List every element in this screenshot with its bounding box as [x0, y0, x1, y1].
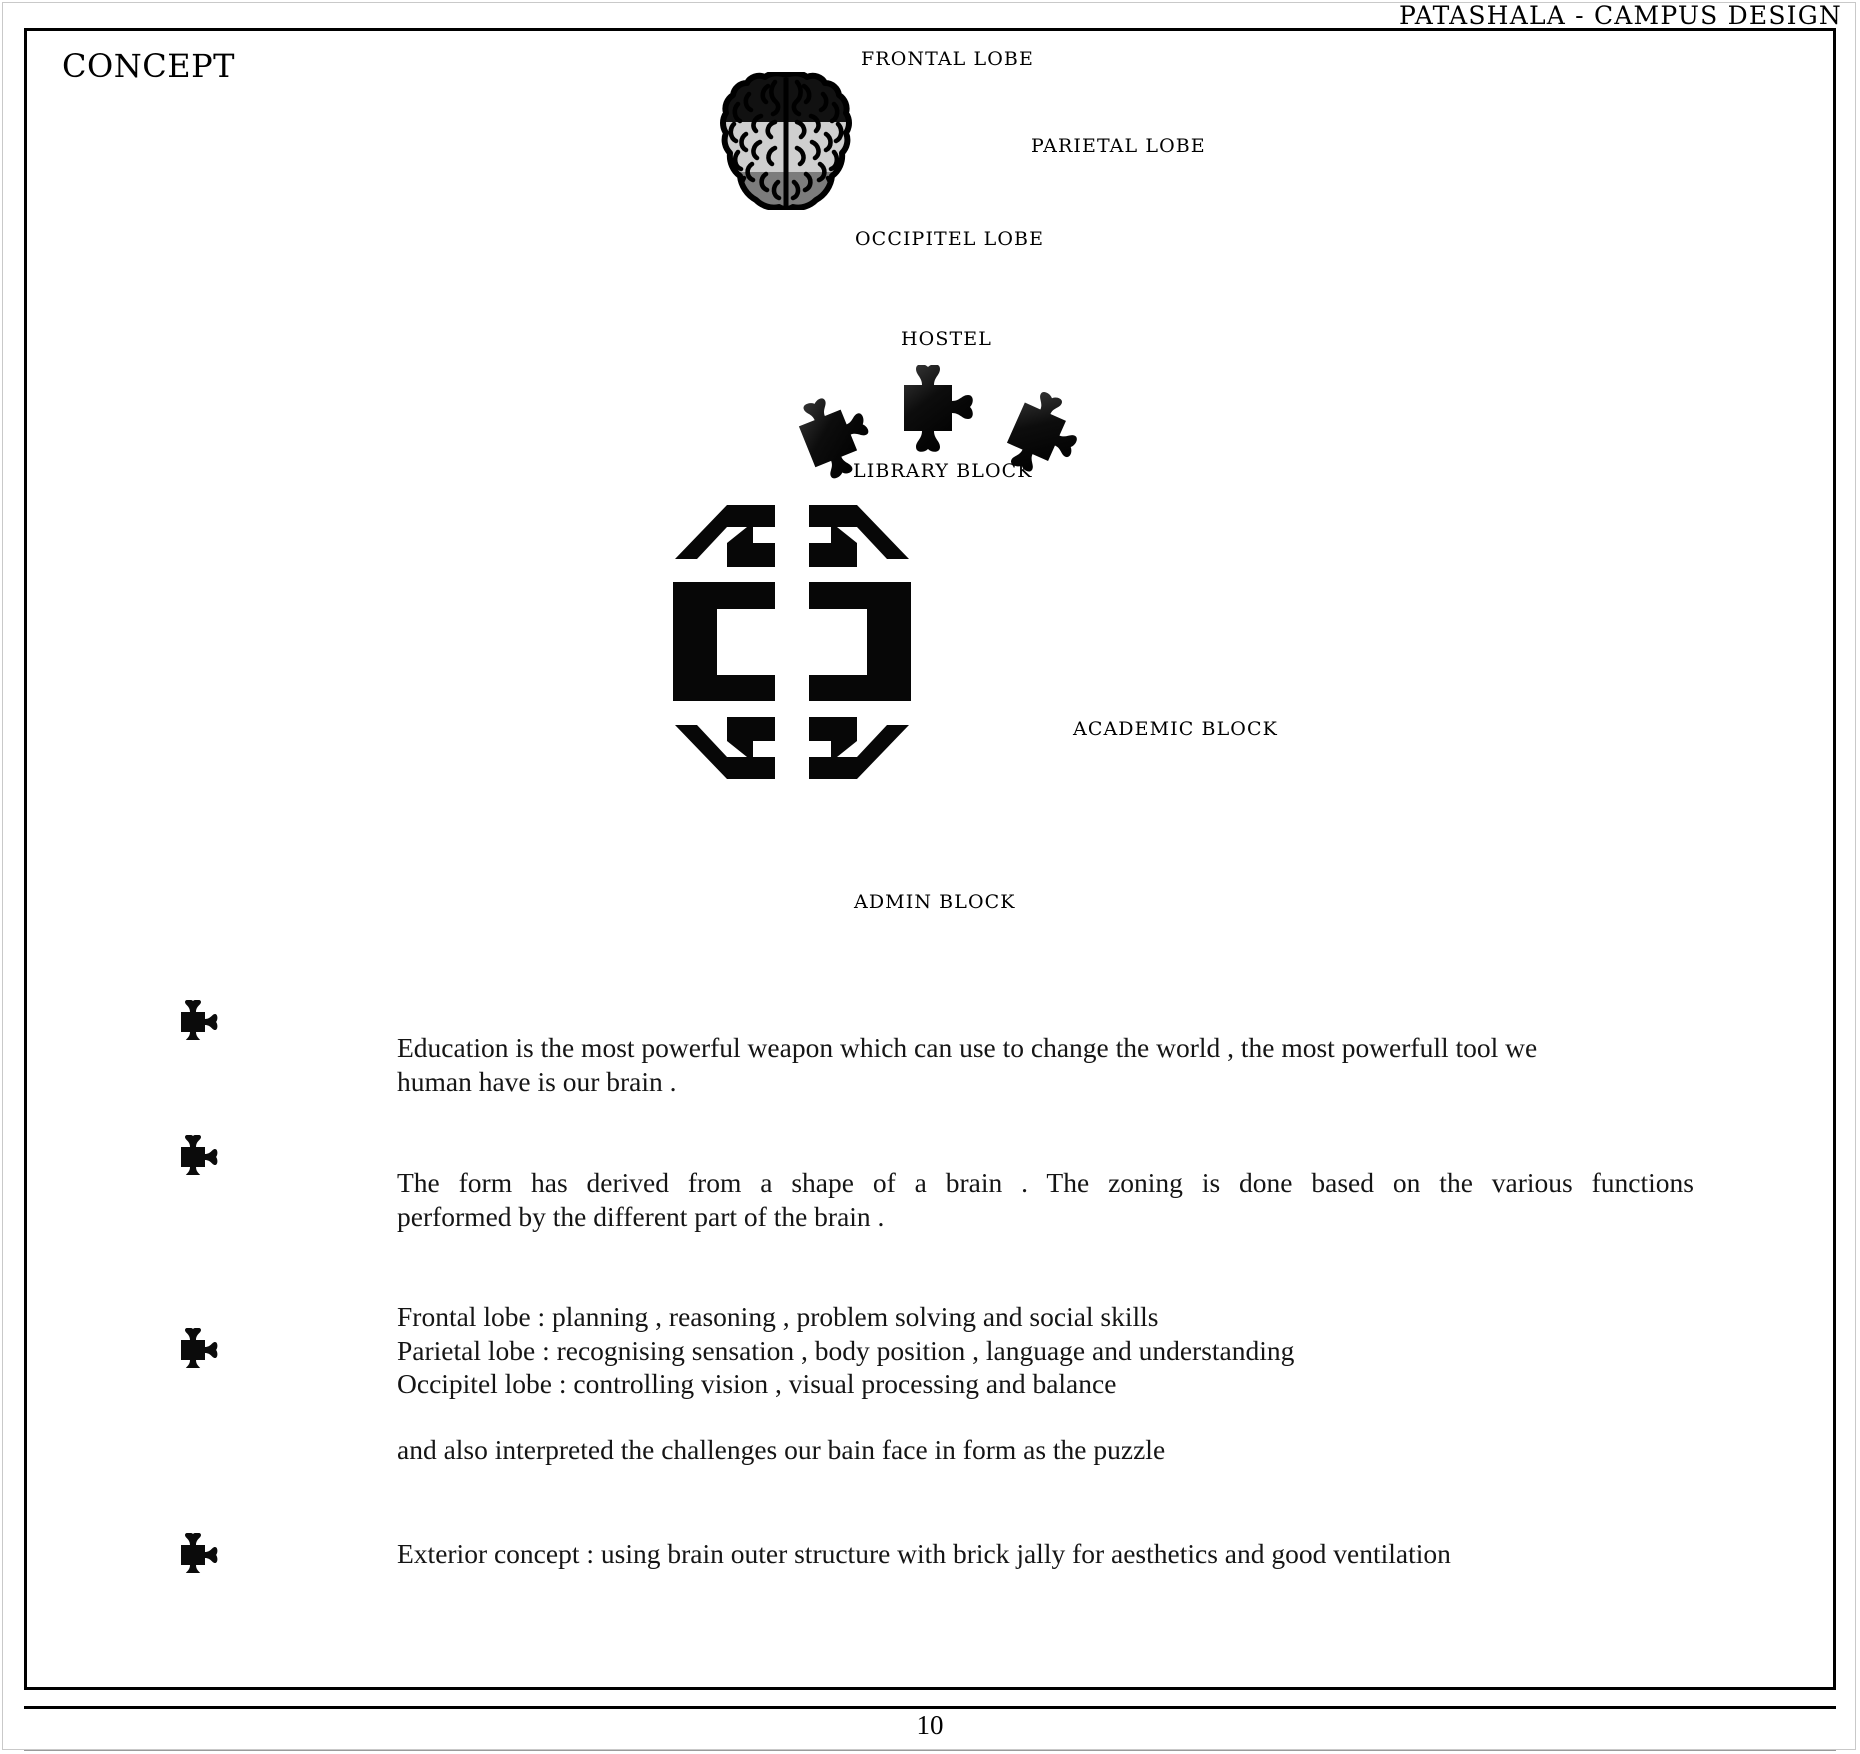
note-line: human have is our brain . [397, 1065, 677, 1097]
label-academic-block: ACADEMIC BLOCK [1073, 718, 1278, 740]
note-text [397, 1300, 1717, 1401]
puzzle-piece-icon [176, 1135, 220, 1175]
note-line: Parietal lobe : recognising sensation , body position , language and understanding [397, 1334, 1295, 1366]
note-text [397, 1166, 1694, 1233]
puzzle-bullet-icon [176, 1000, 220, 1040]
brain-form-plan-icon [667, 487, 917, 797]
campus-zoning-form [667, 487, 902, 745]
label-occipital-lobe: OCCIPITEL LOBE [855, 228, 1045, 250]
puzzle-piece-hostel [886, 365, 988, 453]
puzzle-piece-icon [176, 1328, 220, 1368]
note-line: Occipitel lobe : controlling vision , visual processing and balance [397, 1368, 1117, 1400]
note-line: and also interpreted the challenges our bain face in form as the puzzle [397, 1434, 1166, 1465]
puzzle-piece-icon [777, 381, 896, 496]
puzzle-bullet-icon [176, 1135, 220, 1175]
label-admin-block: ADMIN BLOCK [854, 891, 1016, 913]
note-line: Education is the most powerful weapon which can use to change the world , the most powerfull tool we [397, 1032, 1538, 1063]
footer-rule [24, 1706, 1836, 1709]
label-parietal-lobe: PARIETAL LOBE [1031, 135, 1206, 157]
note-text [397, 1537, 1717, 1571]
puzzle-piece-icon [983, 380, 1104, 497]
puzzle-piece-icon [886, 365, 988, 453]
document-title: PATASHALA - CAMPUS DESIGN [1398, 0, 1842, 30]
puzzle-piece-right [996, 395, 1090, 481]
note-line: Exterior concept : using brain outer structure with brick jally for aesthetics and good ventilation [397, 1538, 1451, 1569]
note-line: The form has derived from a shape of a brain . The zoning is done based on the various functions [397, 1167, 1694, 1198]
puzzle-bullet-icon [176, 1328, 220, 1368]
brain-illustration [718, 72, 854, 210]
note-text [397, 1031, 1717, 1098]
puzzle-piece-icon [176, 1000, 220, 1040]
sheet-header [0, 0, 1860, 30]
label-frontal-lobe: FRONTAL LOBE [861, 48, 1034, 70]
note-line: performed by the different part of the brain . [397, 1200, 885, 1232]
footer-hairline [24, 1750, 1836, 1751]
note-extra-text [397, 1433, 1717, 1467]
label-hostel: HOSTEL [901, 328, 992, 350]
puzzle-piece-icon [176, 1533, 220, 1573]
page-title: CONCEPT [62, 47, 235, 85]
puzzle-piece-left [790, 395, 884, 481]
note-line: Frontal lobe : planning , reasoning , problem solving and social skills [397, 1301, 1159, 1332]
page-number: 10 [916, 1710, 944, 1740]
label-library-block: LIBRARY BLOCK [853, 460, 1033, 482]
puzzle-bullet-icon [176, 1533, 220, 1573]
brain-icon [718, 72, 854, 210]
